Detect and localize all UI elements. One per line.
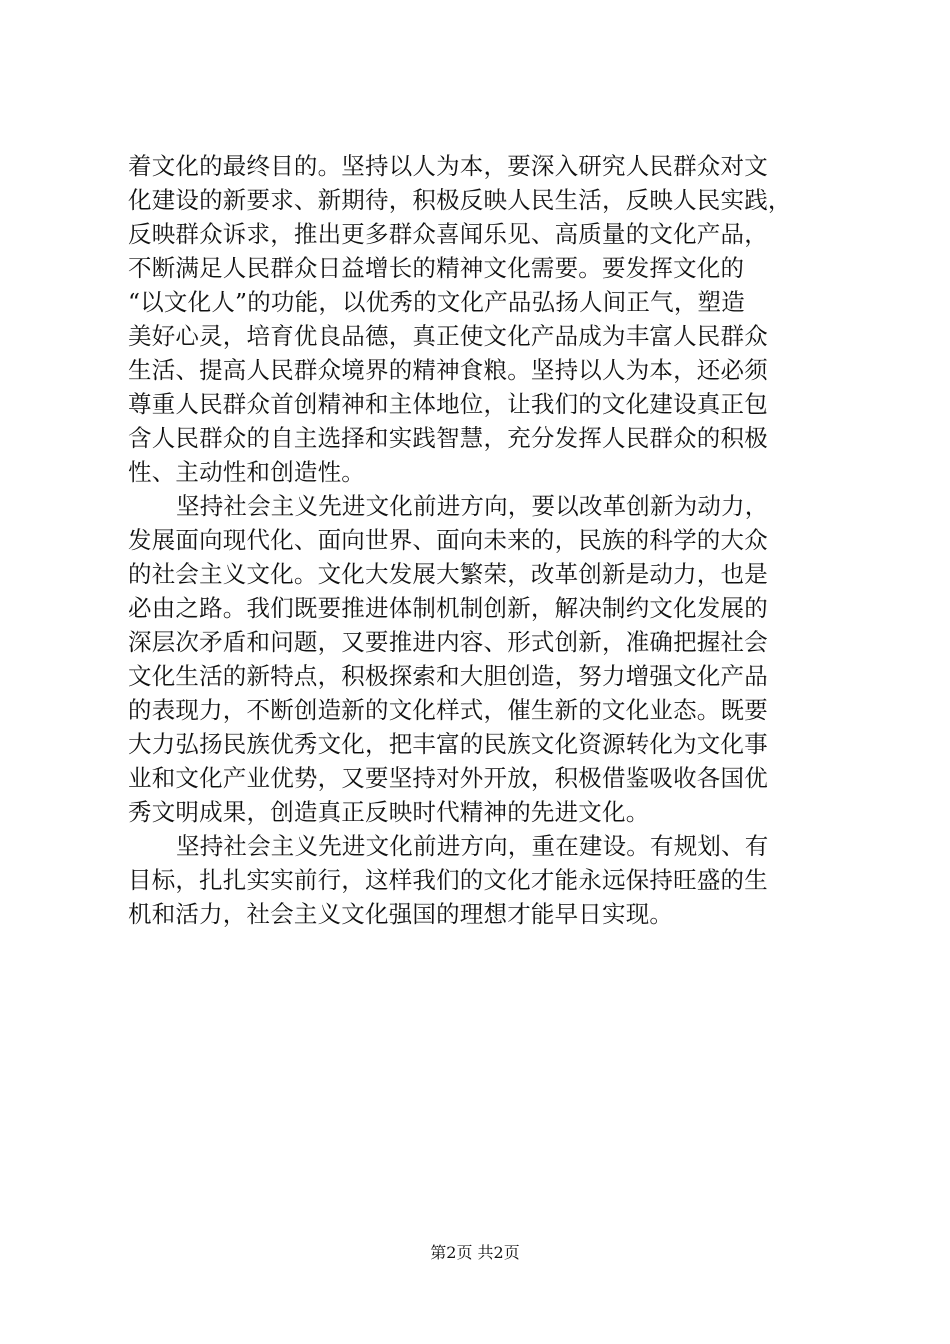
paragraph-1-line: 不断满足人民群众日益增长的精神文化需要。要发挥文化的 <box>128 254 745 282</box>
paragraph-1-line: 含人民群众的自主选择和实践智慧，充分发挥人民群众的积极 <box>128 424 768 452</box>
paragraph-2-line: 深层次矛盾和问题，又要推进内容、形式创新，准确把握社会 <box>128 628 768 656</box>
paragraph-1-line: “以文化人”的功能，以优秀的文化产品弘扬人间正气，塑造 <box>128 288 745 316</box>
paragraph-3-line: 机和活力，社会主义文化强国的理想才能早日实现。 <box>128 900 674 928</box>
document-body <box>128 149 840 931</box>
paragraph-2-line: 的社会主义文化。文化大发展大繁荣，改革创新是动力，也是 <box>128 560 768 588</box>
paragraph-1-line: 生活、提高人民群众境界的精神食粮。坚持以人为本，还必须 <box>128 356 768 384</box>
paragraph-3-line: 坚持社会主义先进文化前进方向，重在建设。有规划、有 <box>176 832 769 860</box>
paragraph-2-line: 业和文化产业优势，又要坚持对外开放，积极借鉴吸收各国优 <box>128 764 768 792</box>
paragraph-2-line: 秀文明成果，创造真正反映时代精神的先进文化。 <box>128 798 650 826</box>
paragraph-1-line: 化建设的新要求、新期待，积极反映人民生活，反映人民实践， <box>128 186 792 214</box>
paragraph-2-line: 必由之路。我们既要推进体制机制创新，解决制约文化发展的 <box>128 594 768 622</box>
paragraph-2-line: 坚持社会主义先进文化前进方向，要以改革创新为动力， <box>176 492 769 520</box>
paragraph-2-line: 大力弘扬民族优秀文化，把丰富的民族文化资源转化为文化事 <box>128 730 768 758</box>
paragraph-1-line: 反映群众诉求，推出更多群众喜闻乐见、高质量的文化产品， <box>128 220 768 248</box>
paragraph-2-line: 的表现力，不断创造新的文化样式，催生新的文化业态。既要 <box>128 696 768 724</box>
paragraph-1-line: 着文化的最终目的。坚持以人为本，要深入研究人民群众对文 <box>128 152 768 180</box>
paragraph-1-line: 尊重人民群众首创精神和主体地位，让我们的文化建设真正包 <box>128 390 768 418</box>
paragraph-1-line: 性、主动性和创造性。 <box>128 458 365 486</box>
paragraph-3-line: 目标，扎扎实实前行，这样我们的文化才能永远保持旺盛的生 <box>128 866 768 894</box>
paragraph-2-line: 发展面向现代化、面向世界、面向未来的，民族的科学的大众 <box>128 526 768 554</box>
paragraph-2-line: 文化生活的新特点，积极探索和大胆创造，努力增强文化产品 <box>128 662 768 690</box>
paragraph-1-line: 美好心灵，培育优良品德，真正使文化产品成为丰富人民群众 <box>128 322 768 350</box>
page-number-footer: 第2页 共2页 <box>430 1243 520 1262</box>
